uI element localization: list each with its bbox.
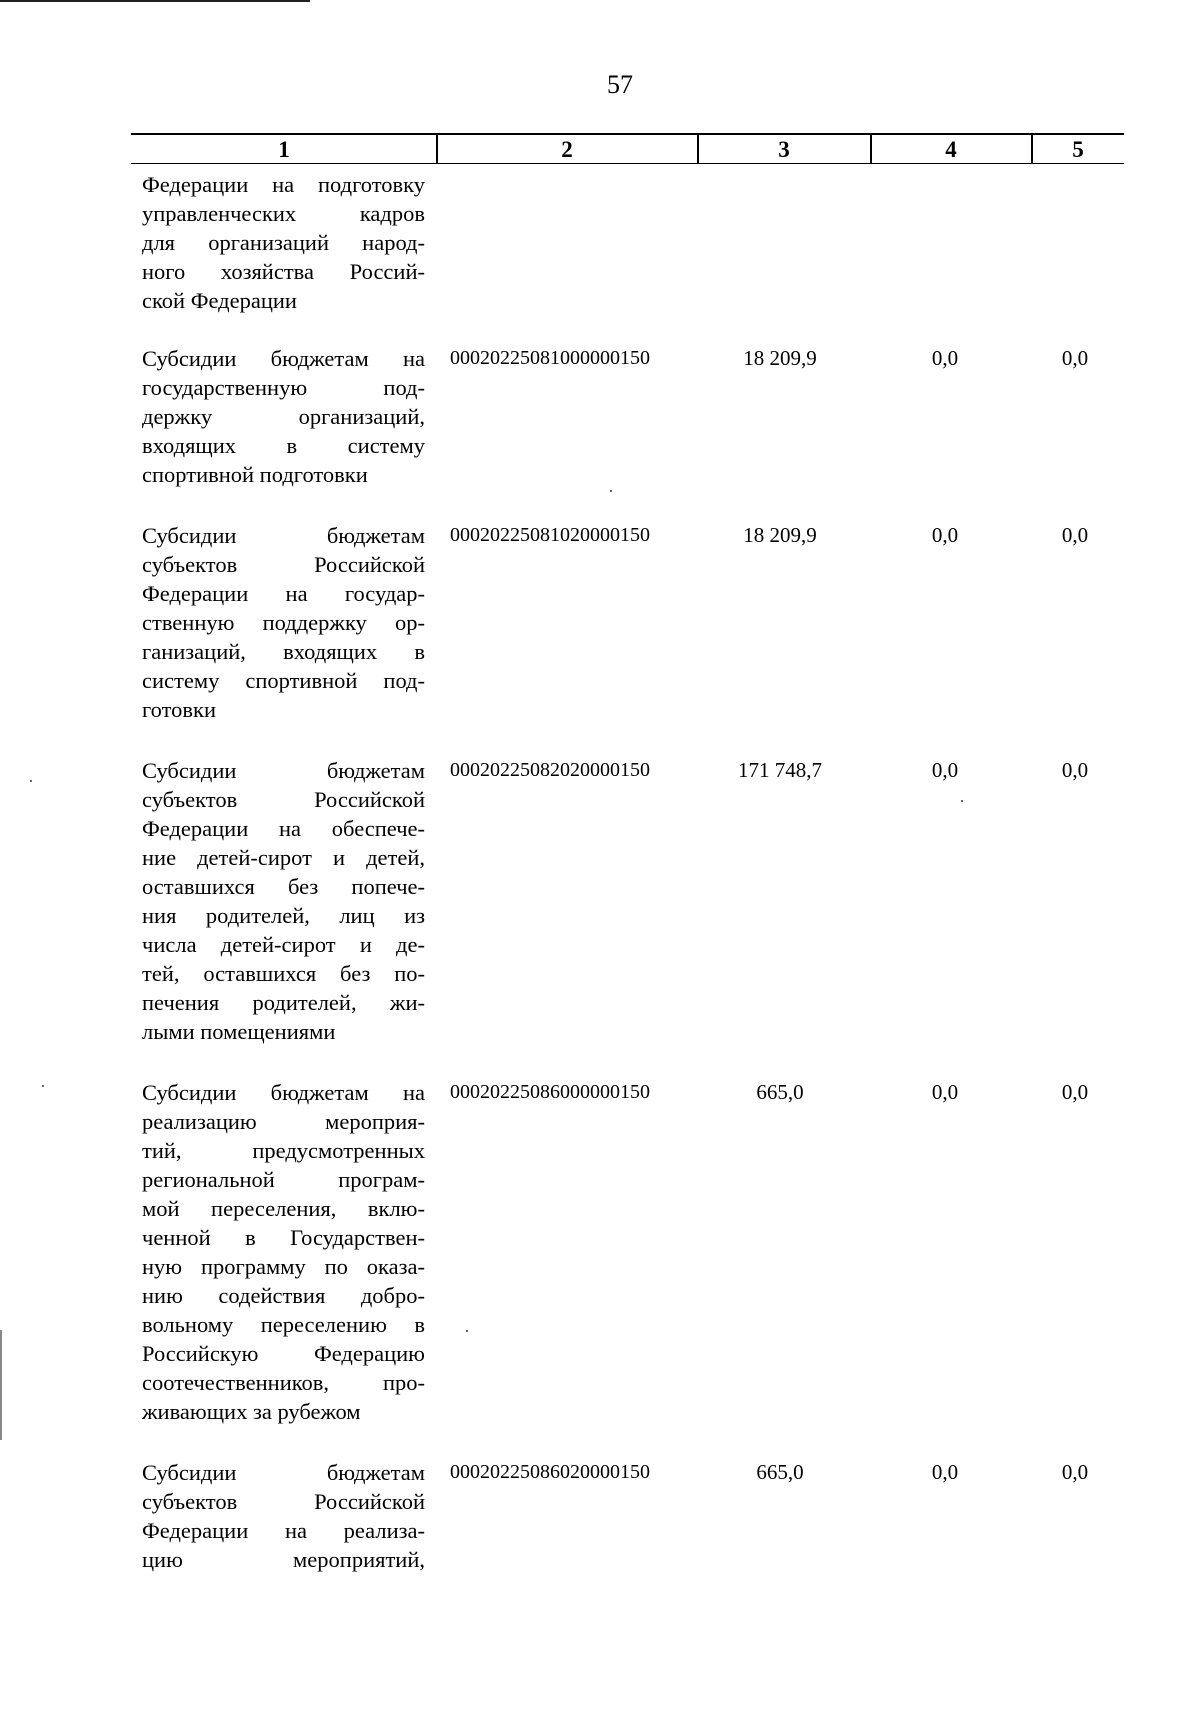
header-col-3: 3 [778, 137, 790, 162]
row-name-line: вольному переселению в [142, 1312, 425, 1337]
row-name-line: Субсидии бюджетам [142, 523, 425, 548]
row-value-col4: 0,0 [931, 523, 959, 547]
row-name-line: оставшихся без попече- [142, 874, 425, 899]
row-name-line: Федерации на государ- [142, 581, 425, 606]
row-name-line: реализацию мероприя- [142, 1109, 425, 1134]
row-name [142, 170, 425, 315]
header-col-4: 4 [945, 137, 957, 162]
row-name-line: ганизаций, входящих в [142, 639, 425, 664]
row-name-line: печения родителей, жи- [142, 990, 425, 1015]
row-value-col3: 18 209,9 [743, 523, 817, 547]
row-name [142, 756, 425, 1046]
row-name-line: субъектов Российской [142, 552, 425, 577]
row-name [142, 521, 425, 724]
row-name-line: ния родителей, лиц из [142, 903, 425, 928]
row-code: 00020225082020000150 [450, 759, 650, 781]
row-name-line: Федерации на обеспече- [142, 816, 425, 841]
row-value-col4: 0,0 [931, 1080, 959, 1104]
header-col-2: 2 [561, 137, 573, 162]
row-name-line: Федерации на подготовку [142, 172, 425, 197]
row-code: 00020225086020000150 [450, 1461, 650, 1483]
header-col-5: 5 [1072, 137, 1084, 162]
scan-speck [42, 1085, 44, 1087]
row-value-col4: 0,0 [931, 1460, 959, 1484]
row-name-line: Субсидии бюджетам на [142, 346, 425, 371]
row-code: 00020225086000000150 [450, 1081, 650, 1103]
row-value-col5: 0,0 [1061, 758, 1089, 782]
row-name-line: тий, предусмотренных [142, 1138, 425, 1163]
row-value-col3: 18 209,9 [743, 346, 817, 370]
row-name-line: ного хозяйства Россий- [142, 259, 425, 284]
scan-speck [30, 780, 32, 782]
row-name-line: готовки [142, 697, 217, 722]
row-value-col4: 0,0 [931, 758, 959, 782]
row-name-line: субъектов Российской [142, 1489, 425, 1514]
row-value-col4: 0,0 [931, 346, 959, 370]
row-name-line: ную программу по оказа- [142, 1254, 425, 1279]
page-number: 57 [607, 70, 633, 99]
row-name-line: субъектов Российской [142, 787, 425, 812]
row-name-line: числа детей-сирот и де- [142, 932, 425, 957]
row-name-line: живающих за рубежом [142, 1399, 361, 1424]
table-header [131, 133, 1124, 164]
row-name-line: тей, оставшихся без по- [142, 961, 425, 986]
row-name-line: лыми помещениями [142, 1019, 336, 1044]
row-value-col5: 0,0 [1061, 1460, 1089, 1484]
row-name-line: мой переселения, вклю- [142, 1196, 425, 1221]
top-edge-rule [0, 0, 310, 2]
row-name-line: цию мероприятий, [142, 1547, 425, 1572]
row-name-line: ченной в Государствен- [142, 1225, 425, 1250]
row-name-line: соотечественников, про- [142, 1370, 425, 1395]
row-name-line: для организаций народ- [142, 230, 425, 255]
row-name-line: держку организаций, [142, 404, 425, 429]
row-name-line: Федерации на реализа- [142, 1518, 425, 1543]
row-name [142, 1458, 425, 1574]
row-value-col5: 0,0 [1061, 1080, 1089, 1104]
scan-speck [961, 800, 963, 802]
row-code: 00020225081020000150 [450, 524, 650, 546]
row-name-line: спортивной подготовки [142, 462, 368, 487]
row-value-col5: 0,0 [1061, 346, 1089, 370]
row-name-line: нию содействия добро- [142, 1283, 425, 1308]
row-name-line: ние детей-сирот и детей, [142, 845, 425, 870]
row-name-line: ской Федерации [142, 288, 297, 313]
row-value-col5: 0,0 [1061, 523, 1089, 547]
row-name [142, 344, 425, 489]
row-name-line: систему спортивной под- [142, 668, 425, 693]
row-name-line: ственную поддержку ор- [142, 610, 425, 635]
row-name-line: региональной програм- [142, 1167, 425, 1192]
row-name [142, 1078, 425, 1426]
row-value-col3: 665,0 [756, 1460, 804, 1484]
header-col-1: 1 [278, 137, 290, 162]
row-name-line: государственную под- [142, 375, 425, 400]
row-code: 00020225081000000150 [450, 347, 650, 369]
row-value-col3: 665,0 [756, 1080, 804, 1104]
row-name-line: управленческих кадров [142, 201, 425, 226]
scan-speck [610, 490, 612, 492]
row-name-line: Субсидии бюджетам [142, 1460, 425, 1485]
row-name-line: входящих в систему [142, 433, 425, 458]
scan-speck [466, 1330, 468, 1332]
row-name-line: Субсидии бюджетам [142, 758, 425, 783]
row-name-line: Российскую Федерацию [142, 1341, 425, 1366]
row-name-line: Субсидии бюджетам на [142, 1080, 425, 1105]
scan-edge-mark [0, 1330, 2, 1440]
row-value-col3: 171 748,7 [738, 758, 822, 782]
